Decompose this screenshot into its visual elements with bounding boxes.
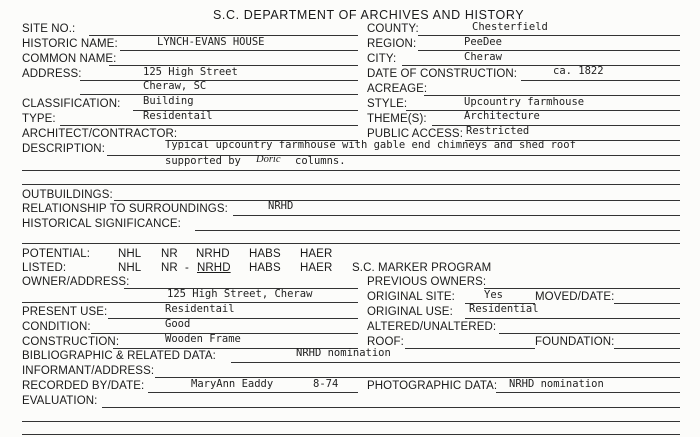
description-value-line1: Typical upcountry farmhouse with gable end chimneys and shed roof bbox=[165, 139, 576, 151]
public-access-value: Restricted bbox=[466, 125, 530, 137]
region-value: PeeDee bbox=[464, 36, 502, 48]
moved-date-line bbox=[614, 303, 680, 304]
recorded-by-label: RECORDED BY/DATE: bbox=[22, 380, 145, 392]
moved-date-label: MOVED/DATE: bbox=[535, 291, 615, 303]
potential-label: POTENTIAL: bbox=[22, 248, 91, 260]
acreage-label: ACREAGE: bbox=[367, 83, 428, 95]
listed-nhl: NHL bbox=[118, 262, 142, 274]
photographic-data-value: NRHD nomination bbox=[509, 378, 604, 390]
city-label: CITY: bbox=[367, 53, 397, 65]
condition-label: CONDITION: bbox=[22, 321, 91, 333]
bibliographic-label: BIBLIOGRAPHIC & RELATED DATA: bbox=[22, 350, 216, 362]
evaluation-line-2 bbox=[22, 421, 680, 422]
historical-significance-line-2 bbox=[22, 243, 680, 244]
description-value-line2b: columns. bbox=[295, 155, 346, 167]
present-use-value: Residentail bbox=[165, 303, 235, 315]
construction-value: Wooden Frame bbox=[165, 333, 241, 345]
public-access-line bbox=[465, 140, 680, 141]
construction-label: CONSTRUCTION: bbox=[22, 336, 120, 348]
listed-nr: NR bbox=[161, 262, 178, 274]
foundation-line bbox=[614, 348, 680, 349]
listed-label: LISTED: bbox=[22, 262, 67, 274]
photographic-data-label: PHOTOGRAPHIC DATA: bbox=[367, 380, 498, 392]
owner-address-value: 125 High Street, Cheraw bbox=[167, 288, 313, 300]
style-value: Upcountry farmhouse bbox=[464, 96, 585, 108]
original-use-label: ORIGINAL USE: bbox=[367, 306, 453, 318]
relationship-label: RELATIONSHIP TO SURROUNDINGS: bbox=[22, 203, 228, 215]
potential-haer: HAER bbox=[300, 248, 333, 260]
type-line bbox=[60, 125, 358, 126]
owner-address-label: OWNER/ADDRESS: bbox=[22, 276, 130, 288]
potential-nrhd: NRHD bbox=[196, 248, 230, 260]
type-value: Residentail bbox=[143, 110, 213, 122]
recorded-by-line bbox=[148, 392, 358, 393]
marker-program-label: S.C. MARKER PROGRAM bbox=[352, 262, 492, 274]
condition-value: Good bbox=[165, 318, 191, 330]
themes-value: Architecture bbox=[464, 110, 540, 122]
historic-name-label: HISTORIC NAME: bbox=[22, 38, 118, 50]
themes-label: THEME(S): bbox=[367, 113, 427, 125]
potential-nr: NR bbox=[161, 248, 178, 260]
listed-nrhd: NRHD bbox=[197, 262, 231, 274]
roof-line bbox=[405, 348, 535, 349]
city-value: Cheraw bbox=[464, 51, 502, 63]
form-title: S.C. DEPARTMENT OF ARCHIVES AND HISTORY bbox=[213, 8, 525, 22]
description-line-2 bbox=[22, 170, 680, 171]
address-line-1 bbox=[80, 80, 358, 81]
historical-significance-line bbox=[195, 230, 680, 231]
date-of-construction-value: ca. 1822 bbox=[553, 65, 604, 77]
recorded-by-value: MaryAnn Eaddy bbox=[191, 378, 274, 390]
historical-significance-label: HISTORICAL SIGNIFICANCE: bbox=[22, 218, 181, 230]
description-line-3 bbox=[22, 184, 680, 185]
recorded-date-value: 8-74 bbox=[313, 378, 339, 390]
present-use-line bbox=[108, 318, 358, 319]
historic-name-value: LYNCH-EVANS HOUSE bbox=[157, 36, 265, 48]
previous-owners-label: PREVIOUS OWNERS: bbox=[367, 276, 487, 288]
previous-owners-line bbox=[484, 288, 680, 289]
style-label: STYLE: bbox=[367, 98, 408, 110]
public-access-label: PUBLIC ACCESS: bbox=[367, 128, 463, 140]
original-use-value: Residential bbox=[469, 303, 539, 315]
site-no-label: SITE NO.: bbox=[22, 23, 76, 35]
type-label: TYPE: bbox=[22, 113, 56, 125]
county-line bbox=[418, 35, 680, 36]
architect-label: ARCHITECT/CONTRACTOR: bbox=[22, 128, 178, 140]
description-handwritten-word: Doric bbox=[256, 154, 281, 165]
original-use-line bbox=[465, 318, 680, 319]
outbuildings-label: OUTBUILDINGS: bbox=[22, 189, 113, 201]
common-name-label: COMMON NAME: bbox=[22, 53, 117, 65]
potential-habs: HABS bbox=[249, 248, 281, 260]
historic-name-line bbox=[120, 50, 358, 51]
county-label: COUNTY: bbox=[367, 23, 419, 35]
altered-unaltered-label: ALTERED/UNALTERED: bbox=[367, 321, 497, 333]
bibliographic-value: NRHD nomination bbox=[296, 347, 391, 359]
outbuildings-line bbox=[114, 200, 680, 201]
region-line bbox=[418, 50, 680, 51]
address-value-line1: 125 High Street bbox=[143, 66, 238, 78]
potential-nhl: NHL bbox=[118, 248, 142, 260]
address-value-line2: Cheraw, SC bbox=[143, 80, 207, 92]
date-of-construction-label: DATE OF CONSTRUCTION: bbox=[367, 68, 518, 80]
listed-habs: HABS bbox=[249, 262, 281, 274]
photographic-data-line bbox=[496, 392, 680, 393]
description-value-line2a: supported by bbox=[165, 155, 241, 167]
classification-value: Building bbox=[143, 95, 194, 107]
address-line-2 bbox=[80, 94, 358, 95]
listed-haer: HAER bbox=[300, 262, 333, 274]
roof-label: ROOF: bbox=[367, 336, 404, 348]
address-label: ADDRESS: bbox=[22, 68, 82, 80]
bibliographic-line bbox=[231, 362, 680, 363]
relationship-line bbox=[233, 215, 680, 216]
relationship-value: NRHD bbox=[268, 200, 294, 212]
classification-label: CLASSIFICATION: bbox=[22, 98, 121, 110]
informant-label: INFORMANT/ADDRESS: bbox=[22, 365, 155, 377]
description-label: DESCRIPTION: bbox=[22, 143, 105, 155]
present-use-label: PRESENT USE: bbox=[22, 306, 108, 318]
original-site-label: ORIGINAL SITE: bbox=[367, 291, 455, 303]
date-of-construction-line bbox=[521, 80, 680, 81]
region-label: REGION: bbox=[367, 38, 417, 50]
foundation-label: FOUNDATION: bbox=[535, 336, 615, 348]
style-line bbox=[406, 110, 680, 111]
listed-dash: - bbox=[185, 262, 189, 274]
city-line bbox=[402, 65, 680, 66]
evaluation-label: EVALUATION: bbox=[22, 395, 98, 407]
county-value: Chesterfield bbox=[472, 21, 548, 33]
original-site-value: Yes bbox=[484, 289, 503, 301]
evaluation-line-1 bbox=[102, 407, 680, 408]
altered-unaltered-line bbox=[499, 333, 680, 334]
evaluation-line-3 bbox=[22, 434, 680, 435]
